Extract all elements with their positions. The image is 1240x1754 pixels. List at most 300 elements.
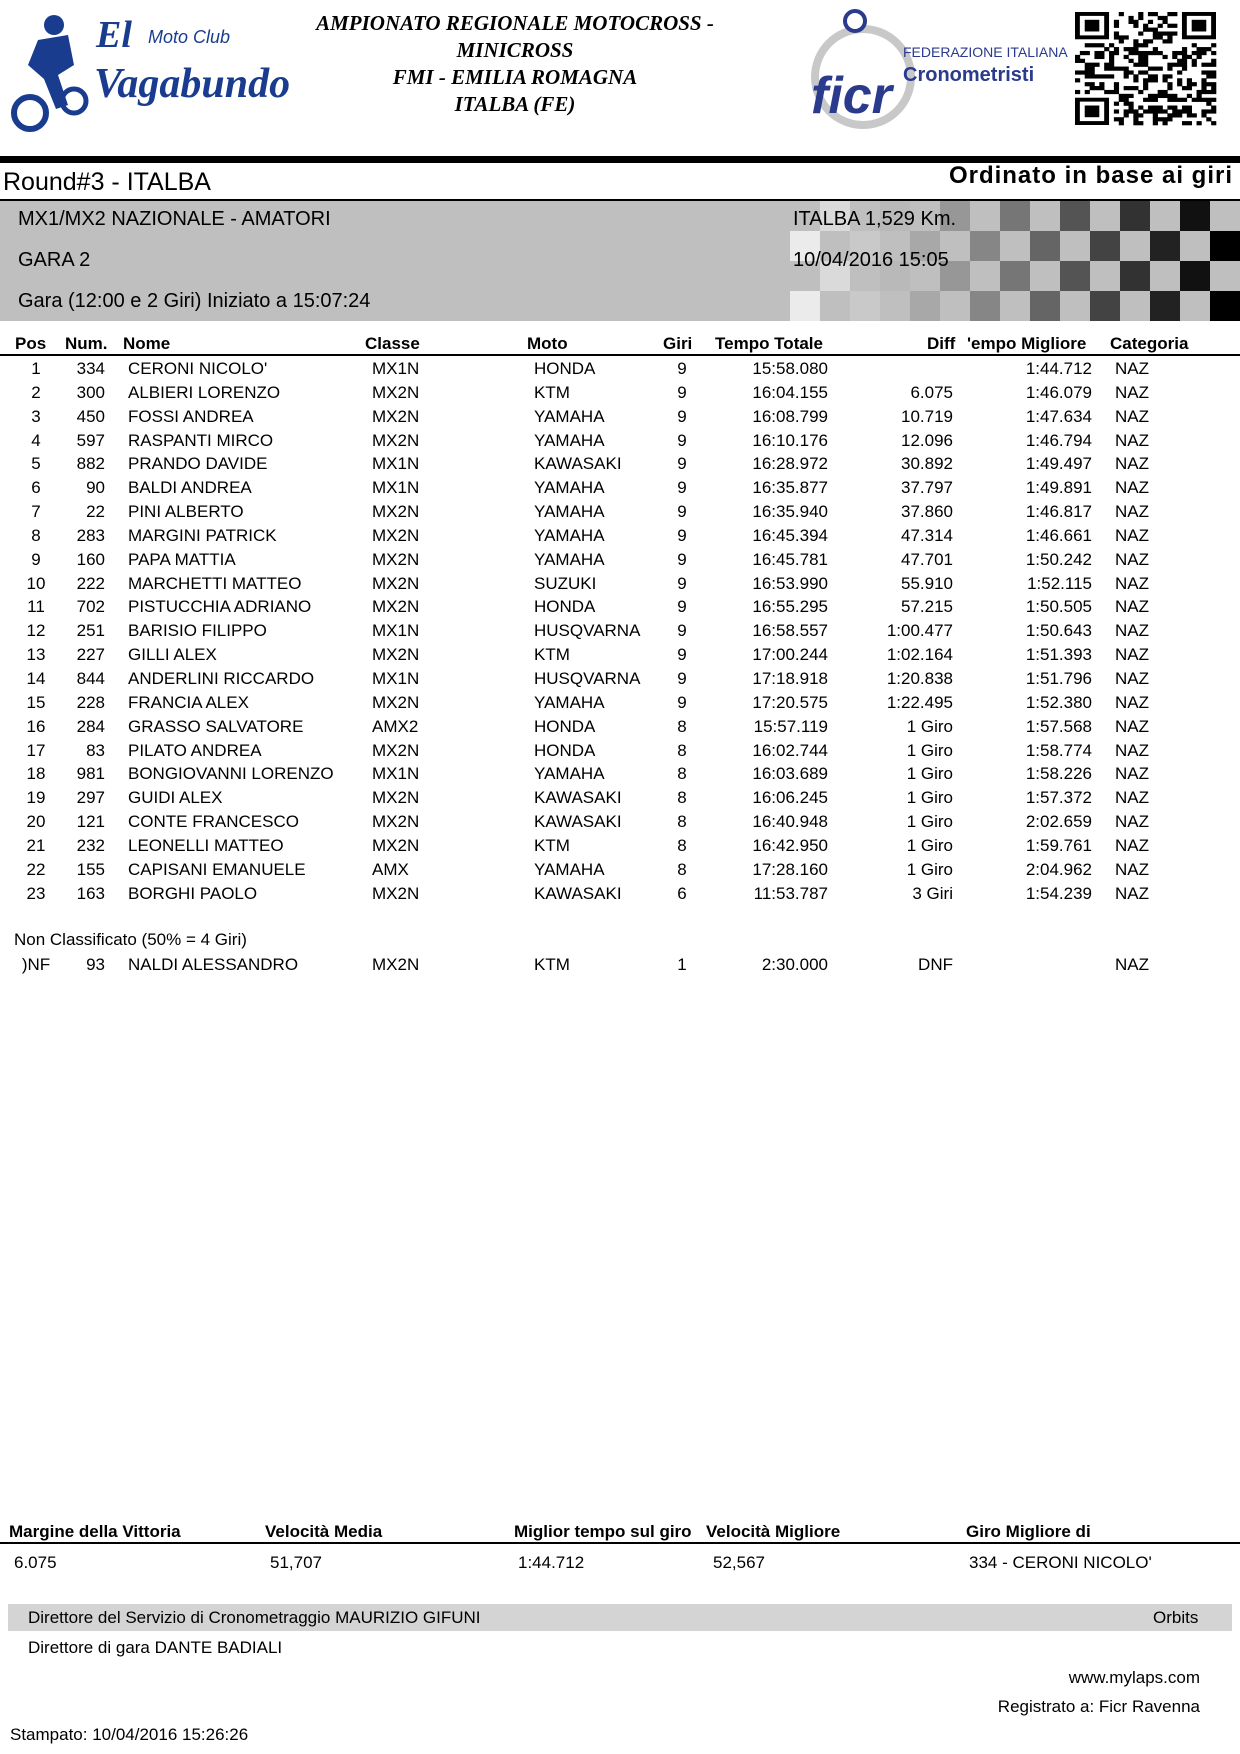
- cell-bike: YAMAHA: [534, 502, 605, 522]
- qr-code: [1075, 12, 1216, 125]
- cell-bike: KAWASAKI: [534, 788, 622, 808]
- cell-num: 284: [76, 716, 105, 736]
- cell-name: PISTUCCHIA ADRIANO: [128, 597, 312, 617]
- cell-num: 844: [76, 668, 105, 688]
- cell-class: MX2N: [372, 788, 420, 808]
- cell-diff: 1:20.838: [886, 668, 953, 688]
- result-row: [0, 357, 1240, 381]
- cell-num: 121: [76, 812, 105, 832]
- cell-pos: 1: [31, 359, 41, 378]
- cell-bike: HUSQVARNA: [534, 621, 641, 641]
- cell-bike: HONDA: [534, 740, 596, 760]
- cell-cat: NAZ: [1115, 716, 1149, 736]
- cell-laps: 9: [677, 692, 687, 712]
- cell-pos: 16: [26, 716, 46, 736]
- cell-cat: NAZ: [1115, 502, 1149, 522]
- cell-pos: 17: [26, 740, 46, 760]
- col-laps: Giri: [663, 334, 693, 353]
- cell-bike: KTM: [534, 835, 570, 855]
- cell-laps: 9: [677, 406, 687, 426]
- not-classified-label: Non Classificato (50% = 4 Giri): [14, 930, 247, 949]
- cell-pos: 22: [26, 859, 46, 879]
- col-bike: Moto: [527, 334, 568, 353]
- avg-speed-label: Velocità Media: [265, 1522, 383, 1541]
- cell-name: GRASSO SALVATORE: [128, 716, 304, 736]
- cell-pos: 11: [27, 597, 45, 617]
- cell-pos: )NF: [21, 955, 51, 974]
- cell-best: 1:49.891: [1025, 478, 1092, 498]
- margin-label: Margine della Vittoria: [9, 1522, 181, 1541]
- cell-bike: YAMAHA: [534, 549, 605, 569]
- cell-num: 450: [76, 406, 105, 426]
- result-row: [0, 572, 1240, 596]
- cell-name: ALBIERI LORENZO: [128, 382, 281, 402]
- cell-pos: 3: [31, 406, 41, 426]
- cell-bike: YAMAHA: [534, 525, 605, 545]
- cell-best: 1:51.796: [1025, 668, 1092, 688]
- cell-best: 1:54.239: [1025, 883, 1092, 903]
- cell-class: MX1N: [372, 668, 420, 688]
- championship-title: [265, 10, 765, 118]
- cell-bike: KTM: [534, 645, 570, 665]
- cell-name: ANDERLINI RICCARDO: [128, 668, 315, 688]
- cell-name: LEONELLI MATTEO: [128, 835, 284, 855]
- cell-name: FRANCIA ALEX: [128, 692, 249, 712]
- cell-class: MX2N: [372, 597, 420, 617]
- timing-director: Direttore del Servizio di Cronometraggio MAURIZIO GIFUNI: [28, 1608, 481, 1627]
- cell-total: 17:00.244: [752, 645, 828, 665]
- cell-diff: 1 Giro: [906, 740, 953, 760]
- cell-cat: NAZ: [1115, 478, 1149, 498]
- result-row: [0, 834, 1240, 858]
- result-row: [0, 381, 1240, 405]
- cell-class: MX2N: [372, 835, 420, 855]
- cell-pos: 10: [26, 573, 46, 593]
- cell-pos: 18: [26, 764, 46, 784]
- cell-pos: 4: [31, 430, 41, 450]
- cell-bike: SUZUKI: [534, 573, 597, 593]
- cell-laps: 9: [677, 549, 687, 569]
- cell-num: 83: [86, 740, 105, 760]
- best-speed-value: 52,567: [713, 1553, 765, 1572]
- round-title: Round#3 - ITALBA: [3, 168, 211, 196]
- cell-diff: 1:22.495: [886, 692, 953, 712]
- cell-total: 16:28.972: [752, 454, 828, 474]
- cell-class: AMX2: [372, 716, 419, 736]
- cell-total: 11:53.787: [753, 883, 828, 903]
- cell-class: MX2N: [372, 382, 420, 402]
- cell-pos: 20: [26, 812, 46, 832]
- cell-total: 16:06.245: [752, 788, 828, 808]
- results-table: [0, 357, 1240, 905]
- cell-class: MX2N: [372, 812, 420, 832]
- result-row: [0, 548, 1240, 572]
- cell-bike: HONDA: [534, 359, 596, 378]
- cell-cat: NAZ: [1115, 549, 1149, 569]
- cell-num: 90: [86, 478, 105, 498]
- cell-best: 2:04.962: [1025, 859, 1092, 879]
- cell-total: 16:42.950: [752, 835, 828, 855]
- cell-laps: 8: [677, 716, 687, 736]
- cell-class: MX1N: [372, 454, 420, 474]
- cell-best: 1:50.505: [1025, 597, 1092, 617]
- summary-divider: [0, 1542, 1240, 1544]
- cell-name: GUIDI ALEX: [128, 788, 223, 808]
- cell-class: MX2N: [372, 883, 420, 903]
- result-row: [0, 882, 1240, 906]
- cell-name: PINI ALBERTO: [128, 502, 244, 522]
- cell-num: 93: [86, 955, 105, 974]
- best-lap-by-value: 334 - CERONI NICOLO': [969, 1553, 1152, 1572]
- cell-laps: 9: [677, 382, 687, 402]
- result-row: [0, 476, 1240, 500]
- cell-class: MX2N: [372, 430, 420, 450]
- cell-class: MX1N: [372, 621, 420, 641]
- cell-num: 300: [76, 382, 105, 402]
- cell-total: 16:08.799: [752, 406, 828, 426]
- cell-total: 17:18.918: [752, 668, 828, 688]
- cell-cat: NAZ: [1115, 955, 1149, 974]
- cell-bike: YAMAHA: [534, 478, 605, 498]
- cell-num: 702: [76, 597, 105, 617]
- margin-value: 6.075: [14, 1553, 57, 1572]
- cell-total: 16:55.295: [752, 597, 828, 617]
- cell-total: 16:10.176: [752, 430, 828, 450]
- cell-laps: 8: [677, 812, 687, 832]
- cell-num: 597: [76, 430, 105, 450]
- cell-class: MX1N: [372, 764, 420, 784]
- cell-laps: 9: [677, 359, 687, 378]
- cell-cat: NAZ: [1115, 525, 1149, 545]
- cell-num: 297: [76, 788, 105, 808]
- cell-cat: NAZ: [1115, 668, 1149, 688]
- cell-num: 222: [76, 573, 105, 593]
- result-row: [0, 643, 1240, 667]
- cell-class: AMX: [372, 859, 409, 879]
- cell-pos: 12: [26, 621, 46, 641]
- cell-name: PRANDO DAVIDE: [128, 454, 268, 474]
- cell-num: 228: [76, 692, 105, 712]
- cell-name: PILATO ANDREA: [128, 740, 262, 760]
- cell-bike: KTM: [534, 955, 570, 974]
- cell-diff: 6.075: [910, 382, 953, 402]
- result-row: [0, 786, 1240, 810]
- sort-label: Ordinato in base ai giri: [948, 162, 1233, 189]
- header-divider: [0, 354, 1240, 356]
- cell-name: CONTE FRANCESCO: [128, 812, 299, 832]
- cell-total: 16:35.940: [752, 502, 828, 522]
- col-class: Classe: [365, 334, 420, 353]
- cell-total: 16:53.990: [752, 573, 828, 593]
- cell-cat: NAZ: [1115, 454, 1149, 474]
- cell-diff: 37.797: [901, 478, 953, 498]
- cell-num: 22: [86, 502, 105, 522]
- cell-num: 882: [76, 454, 105, 474]
- cell-name: MARGINI PATRICK: [128, 525, 277, 545]
- cell-diff: 12.096: [901, 430, 953, 450]
- title-line-4: ITALBA (FE): [454, 92, 576, 116]
- cell-bike: YAMAHA: [534, 859, 605, 879]
- cell-best: 1:47.634: [1025, 406, 1092, 426]
- col-best: 'empo Migliore: [967, 334, 1087, 353]
- cell-class: MX2N: [372, 955, 420, 974]
- cell-name: FOSSI ANDREA: [128, 406, 254, 426]
- cell-name: BALDI ANDREA: [128, 478, 252, 498]
- race-heat: GARA 2: [18, 249, 91, 271]
- cell-diff: 37.860: [901, 502, 953, 522]
- cell-class: MX2N: [372, 645, 420, 665]
- cell-cat: NAZ: [1115, 597, 1149, 617]
- cell-pos: 5: [31, 454, 41, 474]
- cell-num: 227: [76, 645, 105, 665]
- timing-system: Orbits: [1153, 1608, 1199, 1627]
- cell-pos: 2: [31, 382, 41, 402]
- cell-bike: YAMAHA: [534, 406, 605, 426]
- motocross-rider-icon: [14, 15, 86, 129]
- col-category: Categoria: [1110, 334, 1189, 353]
- cell-best: 2:02.659: [1025, 812, 1092, 832]
- printed-timestamp: Stampato: 10/04/2016 15:26:26: [10, 1725, 249, 1744]
- result-row: [0, 595, 1240, 619]
- cell-total: 16:58.557: [752, 621, 828, 641]
- not-classified-row: [0, 953, 1240, 977]
- cell-cat: NAZ: [1115, 406, 1149, 426]
- cell-laps: 9: [677, 525, 687, 545]
- cell-name: BONGIOVANNI LORENZO: [128, 764, 334, 784]
- cell-pos: 19: [26, 788, 46, 808]
- best-lap-value: 1:44.712: [518, 1553, 585, 1572]
- cell-class: MX2N: [372, 525, 420, 545]
- cell-pos: 15: [26, 692, 46, 712]
- title-line-3: FMI - EMILIA ROMAGNA: [392, 65, 638, 89]
- cell-best: 1:51.393: [1025, 645, 1092, 665]
- cell-cat: NAZ: [1115, 883, 1149, 903]
- cell-diff: DNF: [918, 955, 953, 974]
- race-category: MX1/MX2 NAZIONALE - AMATORI: [18, 208, 331, 230]
- cell-diff: 1 Giro: [906, 716, 953, 736]
- cell-laps: 8: [677, 859, 687, 879]
- cell-name: MARCHETTI MATTEO: [128, 573, 302, 593]
- cell-cat: NAZ: [1115, 382, 1149, 402]
- cell-best: 1:44.712: [1025, 359, 1092, 378]
- cell-cat: NAZ: [1115, 788, 1149, 808]
- cell-best: 1:46.661: [1025, 525, 1092, 545]
- cell-diff: 55.910: [901, 573, 953, 593]
- cell-total: 16:45.394: [752, 525, 828, 545]
- cell-cat: NAZ: [1115, 573, 1149, 593]
- cell-bike: HONDA: [534, 716, 596, 736]
- cell-best: 1:58.774: [1025, 740, 1092, 760]
- cell-pos: 6: [31, 478, 41, 498]
- cell-bike: HONDA: [534, 597, 596, 617]
- ficr-federation: FEDERAZIONE ITALIANA: [903, 44, 1068, 60]
- title-line-1: AMPIONATO REGIONALE MOTOCROSS -: [316, 11, 714, 35]
- cell-pos: 8: [31, 525, 41, 545]
- result-row: [0, 500, 1240, 524]
- cell-cat: NAZ: [1115, 859, 1149, 879]
- cell-laps: 9: [677, 502, 687, 522]
- cell-bike: HUSQVARNA: [534, 668, 641, 688]
- col-num: Num.: [65, 334, 108, 353]
- cell-best: 1:46.079: [1025, 382, 1092, 402]
- cell-cat: NAZ: [1115, 835, 1149, 855]
- cell-pos: 13: [26, 645, 46, 665]
- logo-vagabundo: Vagabundo: [94, 61, 291, 107]
- best-lap-label: Miglior tempo sul giro: [514, 1522, 692, 1541]
- cell-cat: NAZ: [1115, 430, 1149, 450]
- cell-num: 163: [76, 883, 105, 903]
- cell-name: CERONI NICOLO': [128, 359, 268, 378]
- col-diff: Diff: [927, 334, 956, 353]
- cell-name: RASPANTI MIRCO: [128, 430, 274, 450]
- cell-total: 17:28.160: [752, 859, 828, 879]
- race-director: Direttore di gara DANTE BADIALI: [28, 1638, 283, 1657]
- cell-total: 17:20.575: [752, 692, 828, 712]
- col-name: Nome: [123, 334, 171, 353]
- ficr-logo: [803, 5, 1068, 140]
- cell-total: 16:04.155: [752, 382, 828, 402]
- cell-diff: 57.215: [901, 597, 953, 617]
- cell-num: 160: [76, 549, 105, 569]
- result-row: [0, 858, 1240, 882]
- cell-best: 1:50.242: [1025, 549, 1092, 569]
- cell-name: BORGHI PAOLO: [128, 883, 258, 903]
- title-line-2: MINICROSS: [456, 38, 574, 62]
- cell-laps: 8: [677, 788, 687, 808]
- best-speed-label: Velocità Migliore: [706, 1522, 841, 1541]
- cell-laps: 9: [677, 430, 687, 450]
- track-info: ITALBA 1,529 Km.: [793, 208, 957, 230]
- cell-name: CAPISANI EMANUELE: [128, 859, 306, 879]
- col-pos: Pos: [15, 334, 47, 353]
- cell-best: 1:50.643: [1025, 621, 1092, 641]
- cell-cat: NAZ: [1115, 621, 1149, 641]
- cell-best: 1:58.226: [1025, 764, 1092, 784]
- cell-bike: KAWASAKI: [534, 812, 622, 832]
- cell-laps: 9: [677, 597, 687, 617]
- result-row: [0, 429, 1240, 453]
- cell-class: MX2N: [372, 406, 420, 426]
- cell-best: 1:46.794: [1025, 430, 1092, 450]
- best-lap-by-label: Giro Migliore di: [966, 1522, 1091, 1541]
- cell-diff: 30.892: [901, 454, 953, 474]
- result-row: [0, 810, 1240, 834]
- cell-laps: 9: [677, 645, 687, 665]
- cell-num: 283: [76, 525, 105, 545]
- col-total: Tempo Totale: [715, 334, 823, 353]
- cell-class: MX1N: [372, 359, 420, 378]
- result-row: [0, 762, 1240, 786]
- cell-cat: NAZ: [1115, 764, 1149, 784]
- cell-total: 15:58.080: [752, 359, 828, 378]
- website: www.mylaps.com: [1068, 1668, 1200, 1687]
- cell-diff: 47.701: [901, 549, 953, 569]
- result-row: [0, 619, 1240, 643]
- cell-bike: KAWASAKI: [534, 883, 622, 903]
- cell-total: 16:02.744: [752, 740, 828, 760]
- cell-bike: YAMAHA: [534, 764, 605, 784]
- cell-num: 232: [76, 835, 105, 855]
- cell-diff: 1:00.477: [886, 621, 953, 641]
- result-row: [0, 452, 1240, 476]
- cell-bike: KAWASAKI: [534, 454, 622, 474]
- registered-to: Registrato a: Ficr Ravenna: [997, 1697, 1200, 1716]
- cell-diff: 1 Giro: [906, 835, 953, 855]
- cell-diff: 1 Giro: [906, 859, 953, 879]
- cell-laps: 9: [677, 668, 687, 688]
- cell-class: MX1N: [372, 478, 420, 498]
- result-row: [0, 405, 1240, 429]
- cell-class: MX2N: [372, 692, 420, 712]
- cell-class: MX2N: [372, 502, 420, 522]
- cell-num: 251: [76, 621, 105, 641]
- cell-best: 1:57.372: [1025, 788, 1092, 808]
- cell-bike: YAMAHA: [534, 692, 605, 712]
- cell-laps: 8: [677, 740, 687, 760]
- cell-laps: 8: [677, 764, 687, 784]
- cell-laps: 9: [677, 454, 687, 474]
- result-row: [0, 715, 1240, 739]
- not-classified-table: [0, 953, 1240, 977]
- cell-bike: YAMAHA: [534, 430, 605, 450]
- cell-pos: 14: [26, 668, 46, 688]
- cell-best: 1:57.568: [1025, 716, 1092, 736]
- cell-laps: 9: [677, 478, 687, 498]
- ficr-cronometristi: Cronometristi: [903, 64, 1035, 86]
- cell-total: 16:03.689: [752, 764, 828, 784]
- cell-laps: 6: [677, 883, 687, 903]
- cell-diff: 3 Giri: [912, 883, 953, 903]
- cell-diff: 47.314: [901, 525, 953, 545]
- cell-best: 1:52.380: [1025, 692, 1092, 712]
- cell-total: 2:30.000: [761, 955, 828, 974]
- cell-class: MX2N: [372, 549, 420, 569]
- stopwatch-icon: [845, 11, 865, 31]
- race-info: Gara (12:00 e 2 Giri) Iniziato a 15:07:24: [18, 290, 371, 312]
- cell-class: MX2N: [372, 740, 420, 760]
- cell-best: 1:59.761: [1025, 835, 1092, 855]
- cell-pos: 9: [31, 549, 41, 569]
- cell-name: GILLI ALEX: [128, 645, 217, 665]
- cell-pos: 23: [26, 883, 46, 903]
- race-datetime: 10/04/2016 15:05: [793, 249, 949, 271]
- cell-laps: 8: [677, 835, 687, 855]
- logo-el: El: [96, 14, 132, 56]
- ficr-mark: ficr: [811, 67, 892, 125]
- cell-diff: 10.719: [901, 406, 953, 426]
- cell-name: BARISIO FILIPPO: [128, 621, 267, 641]
- club-logo: [8, 5, 291, 135]
- cell-class: MX2N: [372, 573, 420, 593]
- cell-cat: NAZ: [1115, 645, 1149, 665]
- cell-diff: 1:02.164: [886, 645, 953, 665]
- result-row: [0, 667, 1240, 691]
- cell-diff: 1 Giro: [906, 788, 953, 808]
- cell-name: NALDI ALESSANDRO: [128, 955, 299, 974]
- cell-cat: NAZ: [1115, 692, 1149, 712]
- cell-laps: 9: [677, 621, 687, 641]
- cell-best: 1:49.497: [1025, 454, 1092, 474]
- cell-name: PAPA MATTIA: [128, 549, 236, 569]
- cell-laps: 9: [677, 573, 687, 593]
- logo-motoclub: Moto Club: [148, 27, 231, 47]
- cell-total: 16:45.781: [752, 549, 828, 569]
- cell-best: 1:46.817: [1025, 502, 1092, 522]
- cell-laps: 1: [677, 955, 687, 974]
- result-row: [0, 524, 1240, 548]
- cell-best: 1:52.115: [1027, 573, 1092, 593]
- cell-cat: NAZ: [1115, 740, 1149, 760]
